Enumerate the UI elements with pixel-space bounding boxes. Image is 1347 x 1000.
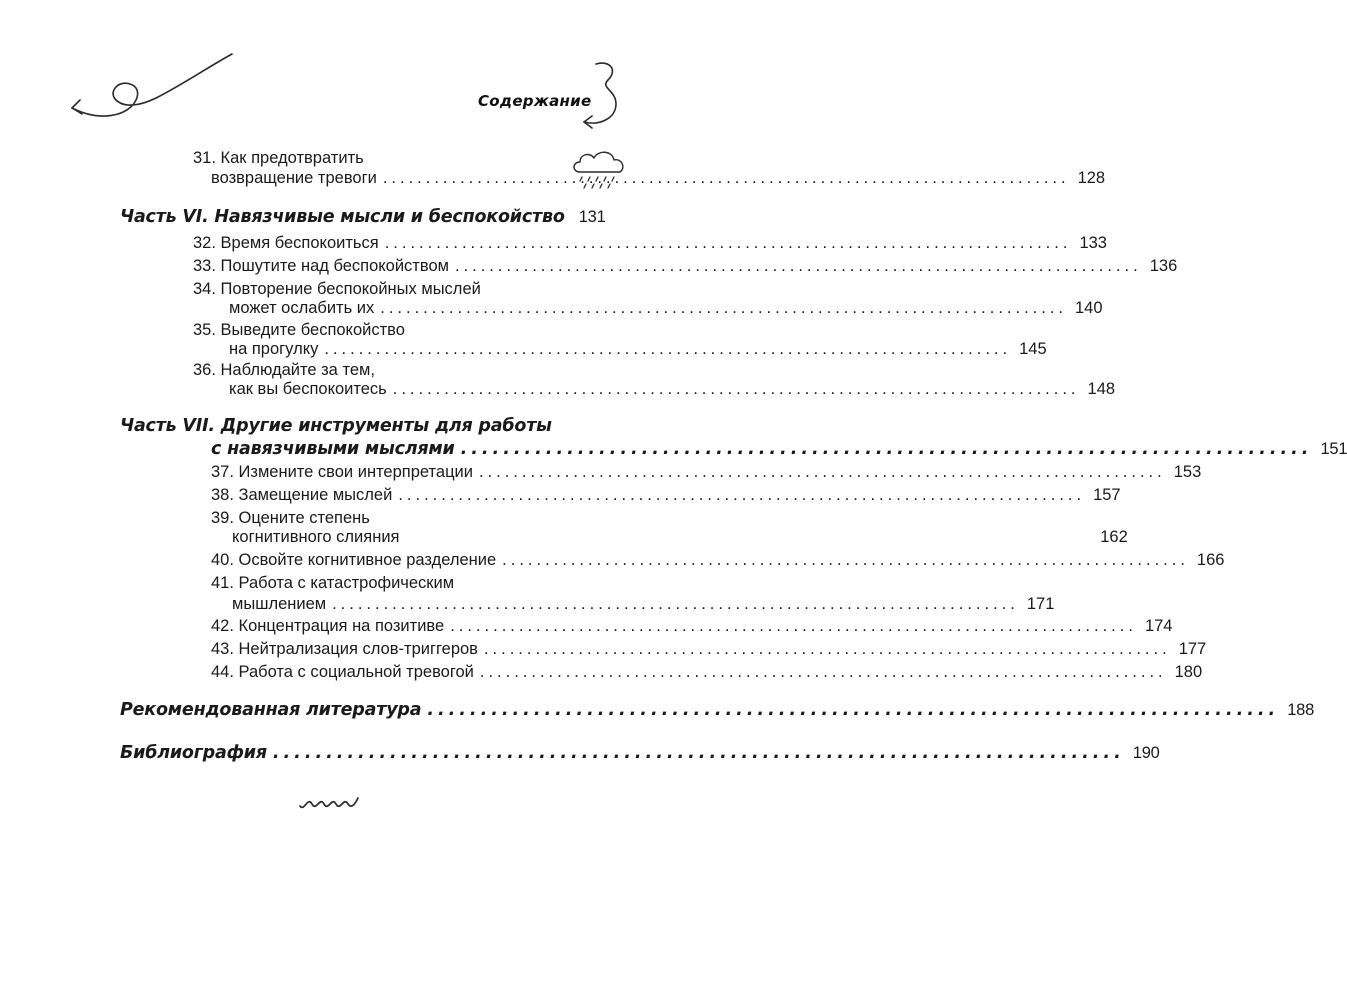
toc-page-32: 133	[1079, 234, 1107, 252]
toc-entry-32-text: 32. Время беспокоиться	[193, 234, 379, 252]
toc-page-37: 153	[1173, 463, 1202, 481]
toc-page-part-6: 131	[578, 208, 606, 226]
toc-entry-39-line1: 39. Оцените степень	[211, 509, 370, 527]
toc-page-38: 157	[1093, 486, 1121, 504]
toc-entry-41-line1: 41. Работа с катастрофическим	[211, 574, 455, 592]
toc-entry-37-text: 37. Измените свои интерпретации	[211, 463, 473, 481]
toc-page-part-7: 151	[1320, 440, 1347, 458]
dot-leader: ................................................................................	[398, 486, 1086, 504]
dot-leader: ................................................................................	[479, 663, 1167, 681]
dot-leader: ................................................................................	[427, 700, 1280, 720]
toc-entry-34[interactable]	[229, 299, 1103, 317]
toc-entry-38[interactable]	[211, 486, 1121, 504]
toc-entry-39-line2: когнитивного слияния	[232, 528, 400, 546]
toc-page-34: 140	[1075, 299, 1103, 317]
dot-leader: ................................................................................	[454, 257, 1142, 275]
toc-page-39: 162	[1100, 528, 1128, 546]
dot-leader: ................................................................................	[460, 439, 1313, 459]
toc-page-42: 174	[1144, 617, 1173, 635]
dot-leader: ................................................................................	[272, 743, 1125, 763]
dot-leader: ................................................................................	[392, 380, 1080, 398]
dot-leader: ................................................................................	[382, 169, 1070, 187]
toc-page-43: 177	[1178, 640, 1207, 658]
toc-entry-31[interactable]	[211, 169, 1106, 187]
toc-entry-40-text: 40. Освойте когнитивное разделение	[211, 551, 497, 569]
toc-page-bibliography: 190	[1132, 744, 1160, 762]
toc-entry-41-line2: мышлением	[232, 595, 327, 613]
toc-page-recommended-reading: 188	[1287, 701, 1315, 719]
dot-leader: ................................................................................	[380, 299, 1067, 317]
toc-entry-40[interactable]	[211, 551, 1225, 569]
toc-bibliography[interactable]	[120, 743, 1160, 763]
toc-entry-41[interactable]	[232, 595, 1055, 613]
toc-entry-44-text: 44. Работа с социальной тревогой	[211, 663, 474, 681]
toc-entry-33[interactable]	[193, 257, 1178, 275]
dot-leader: ................................................................................	[483, 640, 1171, 658]
dot-leader: ................................................................................	[502, 551, 1189, 569]
toc-entry-34-line2: может ослабить их	[229, 299, 375, 317]
toc-entry-44[interactable]	[211, 663, 1203, 681]
toc-page-33: 136	[1149, 257, 1178, 275]
toc-part-6[interactable]	[120, 207, 606, 227]
dot-leader: ................................................................................	[478, 463, 1166, 481]
page-title: Содержание	[478, 92, 592, 110]
dot-leader: ................................................................................	[384, 234, 1072, 252]
toc-entry-36[interactable]	[229, 380, 1116, 398]
toc-entry-33-text: 33. Пошутите над беспокойством	[193, 257, 449, 275]
toc-entry-31-line2: возвращение тревоги	[211, 169, 377, 187]
toc-entry-43-text: 43. Нейтрализация слов-триггеров	[211, 640, 478, 658]
toc-page-44: 180	[1174, 663, 1203, 681]
toc-entry-35-line2: на прогулку	[229, 340, 319, 358]
dot-leader: ................................................................................	[332, 595, 1019, 613]
toc-entry-36-line1: 36. Наблюдайте за тем,	[193, 361, 375, 379]
dot-leader: ................................................................................	[324, 340, 1012, 358]
toc-entry-39[interactable]	[232, 528, 1128, 546]
toc-entry-42[interactable]	[211, 617, 1173, 635]
toc-entry-36-line2: как вы беспокоитесь	[229, 380, 387, 398]
swirl-arrow-icon	[60, 46, 240, 126]
toc-entry-31-line1: 31. Как предотвратить	[193, 149, 364, 167]
toc-entry-32[interactable]	[193, 234, 1107, 252]
toc-recommended-reading[interactable]	[120, 700, 1315, 720]
toc-entry-43[interactable]	[211, 640, 1207, 658]
toc-page-41: 171	[1026, 595, 1055, 613]
toc-entry-38-text: 38. Замещение мыслей	[211, 486, 393, 504]
dot-leader: ................................................................................	[450, 617, 1137, 635]
squiggle-ornament-icon	[298, 792, 360, 814]
toc-entry-35-line1: 35. Выведите беспокойство	[193, 321, 405, 339]
toc-part-7-line2: с навязчивыми мыслями	[211, 439, 455, 459]
toc-page-31: 128	[1077, 169, 1106, 187]
toc-entry-42-text: 42. Концентрация на позитиве	[211, 617, 445, 635]
toc-entry-34-line1: 34. Повторение беспокойных мыслей	[193, 280, 481, 298]
toc-part-6-label: Часть VI. Навязчивые мысли и беспокойство	[120, 207, 565, 227]
toc-bibliography-label: Библиография	[120, 743, 267, 763]
toc-page-40: 166	[1196, 551, 1225, 569]
toc-entry-35[interactable]	[229, 340, 1047, 358]
toc-page-36: 148	[1087, 380, 1116, 398]
toc-part-7-line1: Часть VII. Другие инструменты для работы	[120, 416, 552, 436]
toc-recommended-reading-label: Рекомендованная литература	[120, 700, 422, 720]
toc-entry-37[interactable]	[211, 463, 1202, 481]
toc-page-35: 145	[1019, 340, 1047, 358]
toc-part-7[interactable]	[211, 439, 1347, 459]
